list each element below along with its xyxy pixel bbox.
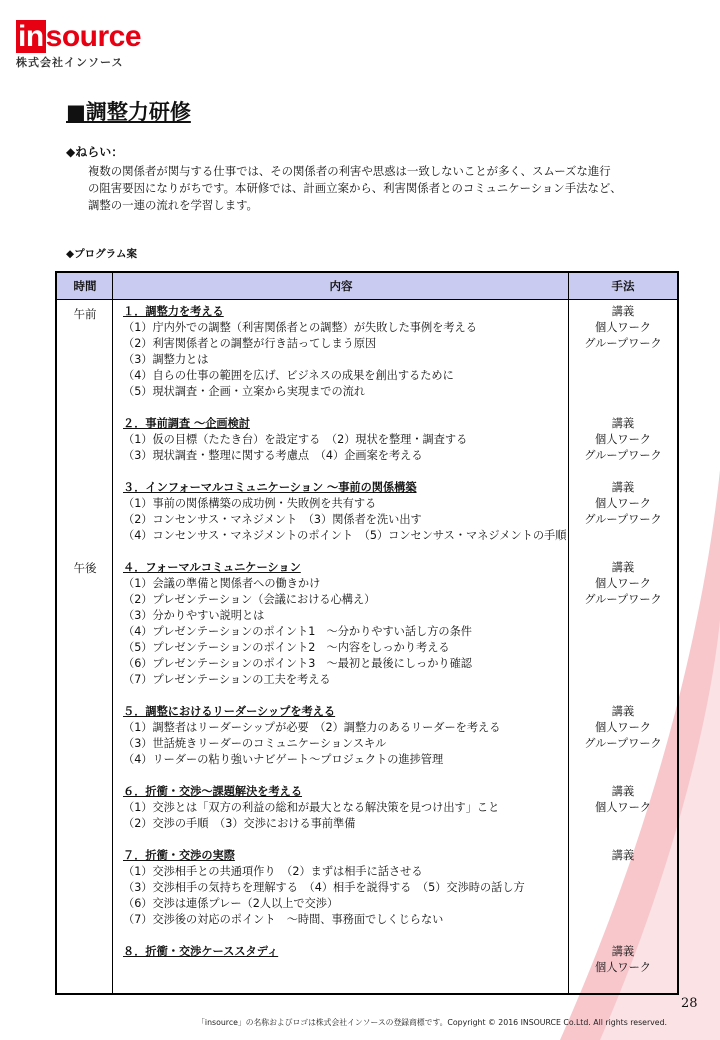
- section-line: （1）調整者はリーダーシップが必要 （2）調整力のあるリーダーを考える: [123, 721, 501, 734]
- section-line: （6）プレゼンテーションのポイント3 ～最初と最後にしっかり確認: [123, 657, 472, 670]
- program-section: [123, 784, 573, 832]
- section-line: （2）コンセンサス・マネジメント （3）関係者を洗い出す: [123, 513, 422, 526]
- section-line: （2）利害関係者との調整が行き詰ってしまう原因: [123, 337, 377, 350]
- section-line: （1）事前の関係構築の成功例・失敗例を共有する: [123, 497, 377, 510]
- section-methods: [569, 480, 677, 528]
- method-item: グループワーク: [584, 449, 662, 462]
- section-line: （4）自らの仕事の範囲を広げ、ビジネスの成果を創出するために: [123, 369, 454, 382]
- section-methods: [569, 944, 677, 976]
- section-line: （1）会議の準備と関係者への働きかけ: [123, 577, 321, 590]
- program-section: [123, 480, 573, 544]
- section-line: （1）庁内外での調整（利害関係者との調整）が失敗した事例を考える: [123, 321, 477, 334]
- column-divider: [112, 273, 113, 993]
- section-methods: [569, 848, 677, 864]
- section-title: ６．折衝・交渉～課題解決を考える: [123, 785, 303, 798]
- header-method: 手法: [611, 279, 635, 293]
- section-title: ５．調整におけるリーダーシップを考える: [123, 705, 336, 718]
- section-line: （3）現状調査・整理に関する考慮点 （4）企画案を考える: [123, 449, 423, 462]
- method-item: グループワーク: [584, 593, 662, 606]
- section-line: （1）交渉相手との共通項作り （2）まずは相手に話させる: [123, 865, 423, 878]
- header-time: 時間: [73, 279, 97, 293]
- program-section: [123, 704, 573, 768]
- table-header: [57, 273, 677, 300]
- section-line: （2）交渉の手順 （3）交渉における事前準備: [123, 817, 356, 830]
- program-section: [123, 848, 573, 928]
- header-content: 内容: [329, 279, 353, 293]
- method-item: 個人ワーク: [595, 497, 651, 510]
- section-line: （1）交渉とは「双方の利益の総和が最大となる解決策を見つけ出す」こと: [123, 801, 500, 814]
- method-item: 個人ワーク: [595, 721, 651, 734]
- section-line: （3）交渉相手の気持ちを理解する （4）相手を説得する （5）交渉時の話し方: [123, 881, 525, 894]
- method-item: 講義: [611, 561, 635, 574]
- insource-logo: [16, 22, 141, 70]
- section-line: （3）調整力とは: [123, 353, 209, 366]
- method-item: グループワーク: [584, 737, 662, 750]
- method-item: 講義: [611, 785, 635, 798]
- method-item: 個人ワーク: [595, 801, 651, 814]
- program-section: [123, 304, 573, 400]
- section-line: （5）プレゼンテーションのポイント2 ～内容をしっかり考える: [123, 641, 450, 654]
- method-item: 講義: [611, 705, 635, 718]
- section-line: （5）現状調査・企画・立案から実現までの流れ: [123, 385, 366, 398]
- program-label: ◆プログラム案: [66, 248, 137, 260]
- section-line: （1）仮の目標（たたき台）を設定する （2）現状を整理・調査する: [123, 433, 468, 446]
- aim-line: の阻害要因になりがちです。本研修では、計画立案から、利害関係者とのコミュニケーション手法など、: [88, 181, 622, 195]
- section-methods: [569, 416, 677, 464]
- program-section: [123, 416, 573, 464]
- method-item: グループワーク: [584, 337, 662, 350]
- aim-line: 調整の一連の流れを学習します。: [88, 198, 258, 212]
- method-item: 講義: [611, 849, 635, 862]
- logo-mark-rest: source: [45, 20, 142, 53]
- time-am: 午前: [73, 307, 97, 321]
- section-title: ４．フォーマルコミュニケーション: [123, 561, 301, 574]
- page-title: ■調整力研修: [66, 100, 191, 124]
- section-title: ８．折衝・交渉ケーススタディ: [123, 945, 279, 958]
- method-item: グループワーク: [584, 513, 662, 526]
- aim-text: [88, 163, 678, 214]
- section-line: （3）分かりやすい説明とは: [123, 609, 265, 622]
- time-pm: 午後: [73, 561, 97, 575]
- section-title: ３．インフォーマルコミュニケーション ～事前の関係構築: [123, 481, 417, 494]
- method-item: 個人ワーク: [595, 577, 651, 590]
- company-name: 株式会社インソース: [16, 56, 124, 69]
- section-line: （3）世話焼きリーダーのコミュニケーションスキル: [123, 737, 387, 750]
- section-title: ２．事前調査 ～企画検討: [123, 417, 250, 430]
- program-section: [123, 944, 573, 960]
- section-line: （2）プレゼンテーション（会議における心構え）: [123, 593, 376, 606]
- method-item: 講義: [611, 481, 635, 494]
- aim-line: 複数の関係者が関与する仕事では、その関係者の利害や思惑は一致しないことが多く、スムーズな進行: [88, 164, 611, 178]
- method-item: 講義: [611, 417, 635, 430]
- program-section: [123, 560, 573, 688]
- section-line: （4）プレゼンテーションのポイント1 ～分かりやすい話し方の条件: [123, 625, 472, 638]
- footer-copyright: 「insource」の名称およびロゴは株式会社インソースの登録商標です。Copyright © 2016 INSOURCE Co.Ltd. All rights reserved.: [197, 1018, 667, 1027]
- logo-mark-in: in: [18, 20, 44, 53]
- method-item: 講義: [611, 305, 635, 318]
- section-line: （4）リーダーの粘り強いナビゲート～プロジェクトの進捗管理: [123, 753, 444, 766]
- section-line: （7）交渉後の対応のポイント ～時間、事務面でしくじらない: [123, 913, 444, 926]
- method-item: 個人ワーク: [595, 321, 651, 334]
- method-item: 講義: [611, 945, 635, 958]
- section-line: （6）交渉は連係プレー（2人以上で交渉）: [123, 897, 339, 910]
- section-methods: [569, 560, 677, 608]
- section-title: １．調整力を考える: [123, 305, 224, 318]
- page-number: 28: [681, 996, 698, 1011]
- section-methods: [569, 784, 677, 816]
- method-item: 個人ワーク: [595, 961, 651, 974]
- method-item: 個人ワーク: [595, 433, 651, 446]
- section-methods: [569, 704, 677, 752]
- section-line: （4）コンセンサス・マネジメントのポイント （5）コンセンサス・マネジメントの手順: [123, 529, 567, 542]
- section-methods: [569, 304, 677, 352]
- section-line: （7）プレゼンテーションの工夫を考える: [123, 673, 331, 686]
- program-table: [55, 271, 679, 995]
- aim-label: ◆ねらい：: [66, 145, 124, 159]
- section-title: ７．折衝・交渉の実際: [123, 849, 235, 862]
